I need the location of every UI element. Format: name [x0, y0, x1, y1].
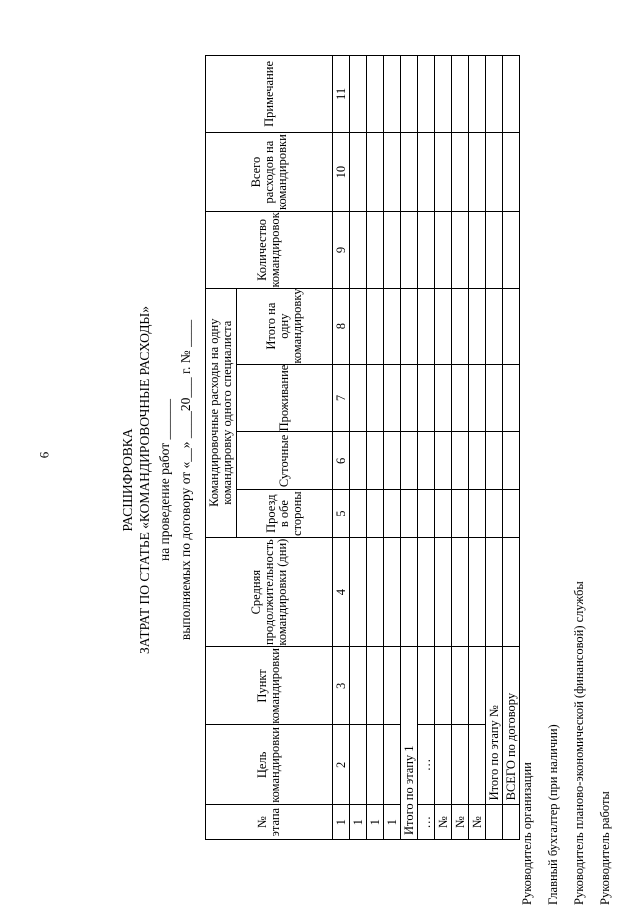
signatures — [514, 581, 618, 905]
table-row — [486, 56, 503, 840]
col-header-stage: № этапа — [206, 805, 333, 840]
col-number: 6 — [333, 432, 350, 490]
col-header-group: Командировочные расходы на одну командировку одного специалиста — [206, 288, 237, 537]
col-number: 7 — [333, 364, 350, 432]
col-number: 4 — [333, 537, 350, 647]
table-row — [435, 56, 452, 840]
subtotal-stage-1: Итого по этапу 1 — [401, 647, 418, 840]
contract-line: выполняемых по договору от «__» ____20___ г. № ____ — [178, 319, 193, 641]
stage-cell: 1 — [350, 805, 367, 840]
col-header-note: Примечание — [206, 56, 333, 133]
stage-cell: № — [452, 805, 469, 840]
page-number: 6 — [36, 451, 52, 459]
table-row — [384, 56, 401, 840]
col-header-duration: Средняя продолжительность командировки (дни) — [206, 537, 333, 647]
subtotal-stage-n: Итого по этапу № — [486, 647, 503, 805]
rotated-page-content — [112, 55, 632, 905]
col-header-lodging: Проживание — [237, 364, 333, 432]
col-header-travel: Проезд в обе стороны — [237, 490, 333, 537]
stage-cell: 1 — [367, 805, 384, 840]
col-header-total-expenses: Всего расходов на командировки — [206, 132, 333, 212]
signature-line: Руководитель организации — [520, 762, 534, 905]
expenses-table — [205, 55, 520, 840]
col-number: 1 — [333, 805, 350, 840]
col-number: 5 — [333, 490, 350, 537]
col-header-trip-count: Количество командировок — [206, 212, 333, 288]
signature-line: Руководитель планово-экономической (финансовой) службы — [572, 581, 586, 905]
ellipsis-cell: … — [418, 805, 435, 840]
table-row — [418, 56, 435, 840]
col-number: 9 — [333, 212, 350, 288]
col-number: 8 — [333, 288, 350, 364]
signature-line: Руководитель работы — [598, 791, 612, 905]
grand-total: ВСЕГО по договору — [503, 647, 520, 805]
table-row — [469, 56, 486, 840]
column-number-row — [333, 56, 350, 840]
col-header-destination: Пункт командировки — [206, 647, 333, 725]
stage-cell: 1 — [384, 805, 401, 840]
col-header-trip-total: Итого на одну командировку — [237, 288, 333, 364]
stage-cell: № — [435, 805, 452, 840]
col-header-purpose: Цель командировки — [206, 725, 333, 805]
table-row — [452, 56, 469, 840]
signature-line: Главный бухгалтер (при наличии) — [546, 724, 560, 905]
document-title: РАСШИФРОВКА — [120, 428, 135, 532]
work-line: на проведение работ ______ — [157, 398, 172, 562]
col-number: 2 — [333, 725, 350, 805]
ellipsis-cell: … — [418, 725, 435, 805]
document-subtitle: ЗАТРАТ ПО СТАТЬЕ «КОМАНДИРОВОЧНЫЕ РАСХОДЫ» — [137, 306, 152, 654]
stage-cell: № — [469, 805, 486, 840]
col-header-per-diem: Суточные — [237, 432, 333, 490]
table-row — [401, 56, 418, 840]
col-number: 10 — [333, 132, 350, 212]
col-number: 3 — [333, 647, 350, 725]
col-number: 11 — [333, 56, 350, 133]
table-row — [367, 56, 384, 840]
table-row — [350, 56, 367, 840]
